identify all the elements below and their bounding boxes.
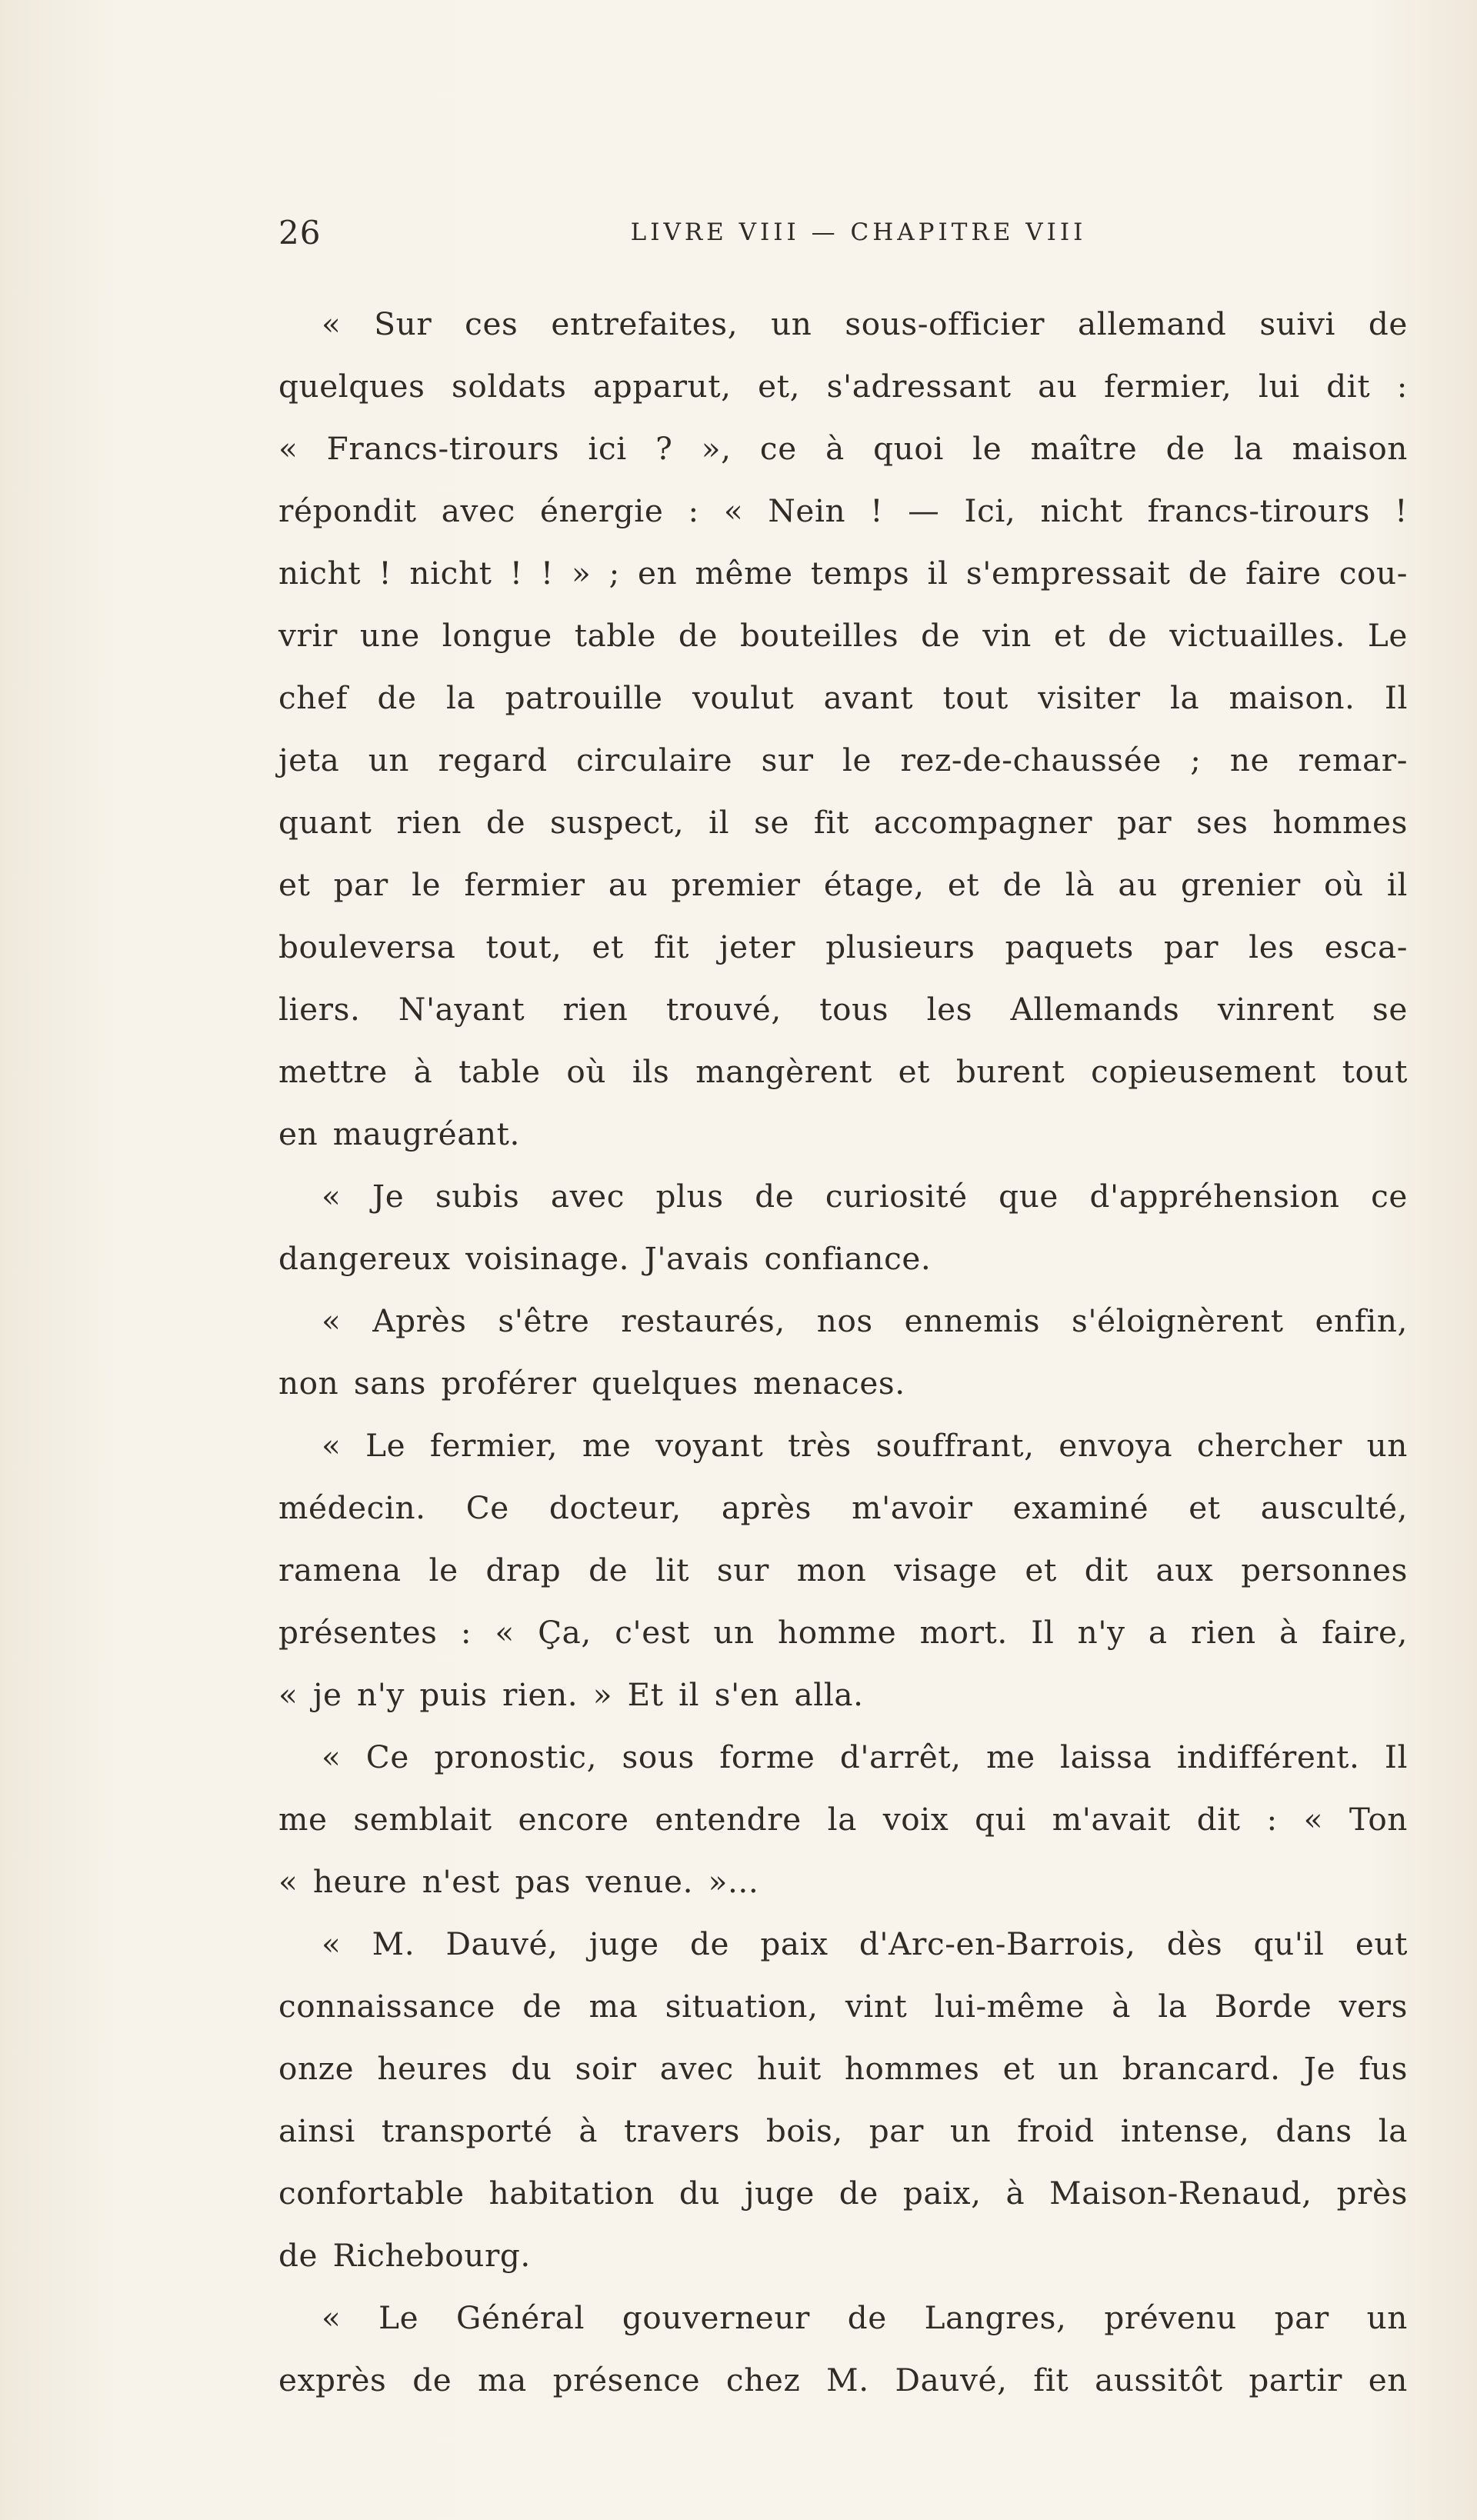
text-line: nicht ! nicht ! ! » ; en même temps il s'empressait de faire cou- (278, 555, 1408, 592)
text-line: ramena le drap de lit sur mon visage et dit aux personnes (278, 1552, 1408, 1588)
text-line: présentes : « Ça, c'est un homme mort. Il n'y a rien à faire, (278, 1614, 1408, 1651)
text-line: quant rien de suspect, il se fit accompagner par ses hommes (278, 804, 1408, 841)
text-line: bouleversa tout, et fit jeter plusieurs paquets par les esca- (278, 928, 1408, 965)
text-line: « Sur ces entrefaites, un sous-officier allemand suivi de (322, 305, 1408, 342)
text-line: dangereux voisinage. J'avais confiance. (278, 1240, 932, 1277)
text-line: vrir une longue table de bouteilles de vin et de victuailles. Le (278, 617, 1408, 654)
text-line: médecin. Ce docteur, après m'avoir examiné et ausculté, (278, 1489, 1408, 1526)
body-text (278, 297, 1408, 2415)
text-line: me semblait encore entendre la voix qui m'avait dit : « Ton (278, 1801, 1408, 1838)
text-line: « Après s'être restaurés, nos ennemis s'éloignèrent enfin, (322, 1302, 1408, 1339)
page-header (278, 214, 1408, 260)
text-line: et par le fermier au premier étage, et de là au grenier où il (278, 866, 1408, 903)
text-line: exprès de ma présence chez M. Dauvé, fit aussitôt partir en (278, 2362, 1408, 2398)
text-line: « Je subis avec plus de curiosité que d'appréhension ce (322, 1178, 1408, 1215)
text-line: mettre à table où ils mangèrent et burent copieusement tout (278, 1053, 1408, 1090)
text-line: confortable habitation du juge de paix, à Maison-Renaud, près (278, 2175, 1408, 2212)
text-line: répondit avec énergie : « Nein ! — Ici, nicht francs-tirours ! (278, 492, 1408, 529)
running-head: LIVRE VIII — CHAPITRE VIII (630, 218, 1087, 246)
text-line: « Le fermier, me voyant très souffrant, envoya chercher un (322, 1427, 1408, 1464)
page-number: 26 (278, 214, 322, 252)
text-line: « Francs-tirours ici ? », ce à quoi le maître de la maison (278, 430, 1408, 467)
text-line: onze heures du soir avec huit hommes et un brancard. Je fus (278, 2050, 1408, 2087)
text-line: liers. N'ayant rien trouvé, tous les Allemands vinrent se (278, 991, 1408, 1028)
text-line: « je n'y puis rien. » Et il s'en alla. (278, 1676, 864, 1713)
text-line: jeta un regard circulaire sur le rez-de-chaussée ; ne remar- (278, 742, 1408, 778)
text-line: quelques soldats apparut, et, s'adressant au fermier, lui dit : (278, 368, 1408, 405)
text-line: en maugréant. (278, 1115, 520, 1152)
text-line: de Richebourg. (278, 2237, 531, 2274)
text-line: « heure n'est pas venue. »... (278, 1863, 759, 1900)
text-line: « Le Général gouverneur de Langres, prévenu par un (322, 2299, 1408, 2336)
text-line: ainsi transporté à travers bois, par un froid intense, dans la (278, 2112, 1408, 2149)
text-line: chef de la patrouille voulut avant tout visiter la maison. Il (278, 679, 1408, 716)
text-line: « Ce pronostic, sous forme d'arrêt, me laissa indifférent. Il (322, 1738, 1408, 1775)
text-line: non sans proférer quelques menaces. (278, 1365, 905, 1402)
text-line: « M. Dauvé, juge de paix d'Arc-en-Barrois, dès qu'il eut (322, 1925, 1408, 1962)
text-line: connaissance de ma situation, vint lui-même à la Borde vers (278, 1988, 1408, 2025)
